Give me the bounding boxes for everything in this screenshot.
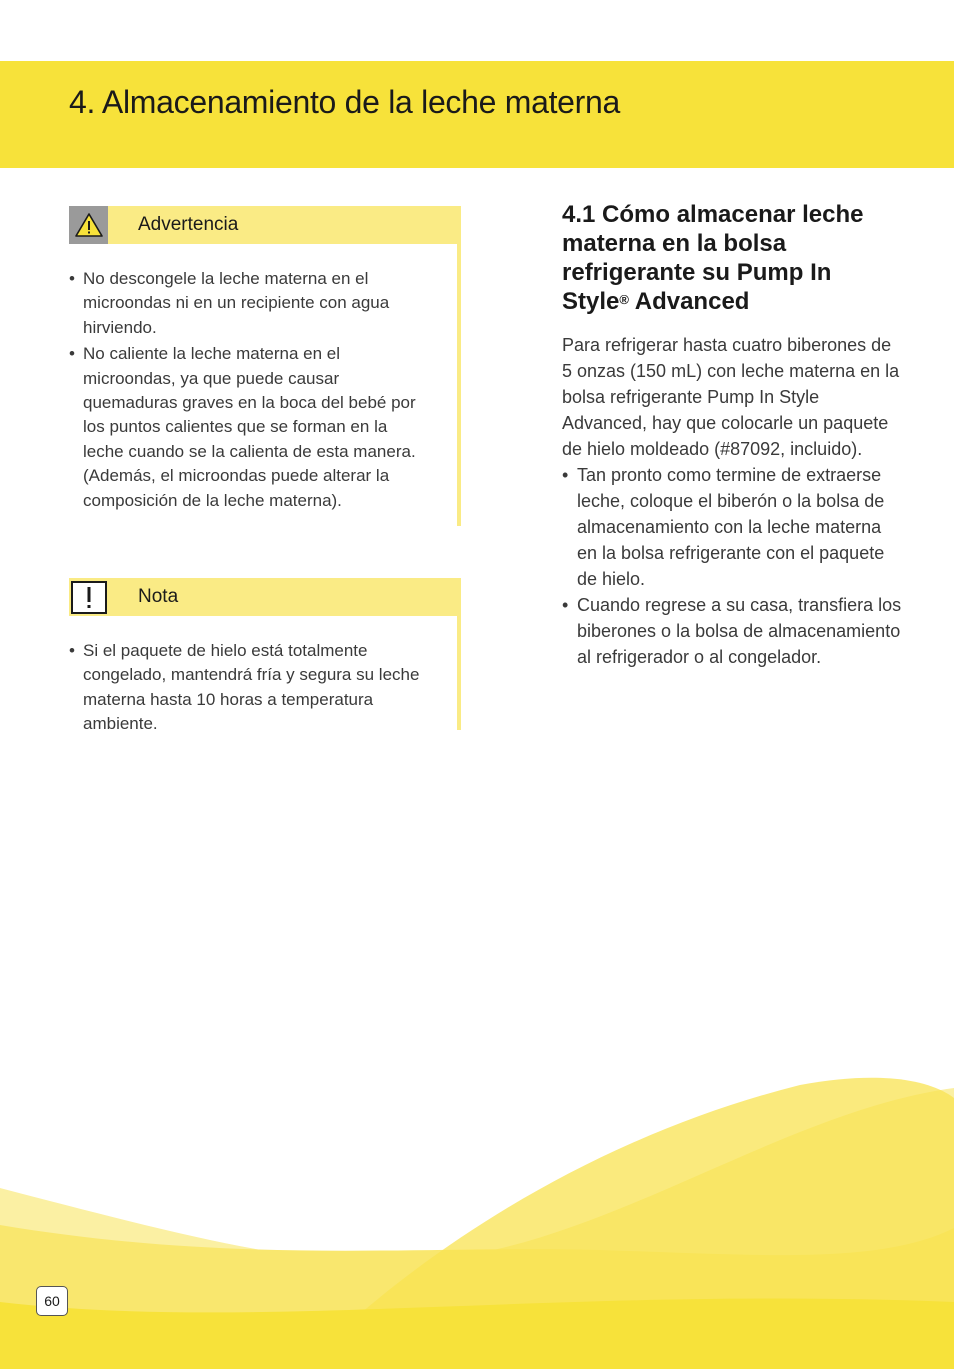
warning-box-header xyxy=(69,206,461,244)
decorative-waves xyxy=(0,1040,954,1369)
note-box xyxy=(69,578,461,734)
note-box-header xyxy=(69,578,461,616)
section-list xyxy=(562,462,902,670)
section-heading-tail: Advanced xyxy=(628,288,750,315)
list-item: • Tan pronto como termine de extraerse leche, coloque el biberón o la bolsa de almacenamiento con la leche materna en la bolsa refrigerante con el paquete de hielo. xyxy=(562,462,902,592)
warning-box-rule xyxy=(457,244,461,526)
section-4-1 xyxy=(562,200,902,670)
section-heading-text: 4.1 Cómo almacenar leche materna en la bolsa refrigerante su Pump In Style xyxy=(562,201,864,315)
exclamation-icon xyxy=(69,578,108,616)
note-list xyxy=(69,639,421,737)
list-item: • Si el paquete de hielo está totalmente congelado, mantendrá fría y segura su leche materna hasta 10 horas a temperatura ambiente. xyxy=(69,639,421,737)
section-intro: Para refrigerar hasta cuatro biberones de 5 onzas (150 mL) con leche materna en la bolsa refrigerante Pump In Style Advanced, hay que colocarle un paquete de hielo moldeado (#87092, incluido). xyxy=(562,335,900,459)
warning-triangle-icon xyxy=(69,206,108,244)
section-heading xyxy=(562,200,902,316)
note-box-title: Nota xyxy=(138,586,179,607)
page-number: 60 xyxy=(36,1286,68,1316)
page-title: 4. Almacenamiento de la leche materna xyxy=(69,84,621,120)
list-item: • Cuando regrese a su casa, transfiera los biberones o la bolsa de almacenamiento al refrigerador o al congelador. xyxy=(562,592,902,670)
note-box-rule xyxy=(457,616,461,730)
list-item: • No caliente la leche materna en el microondas, ya que puede causar quemaduras graves en la boca del bebé por los puntos calientes que se forman en la leche cuando se la calienta de esta manera. (Además, el microondas puede alterar la composición de la leche materna). xyxy=(69,342,421,513)
warning-list xyxy=(69,267,421,513)
list-item: • No descongele la leche materna en el microondas ni en un recipiente con agua hirviendo. xyxy=(69,267,421,340)
warning-box xyxy=(69,206,461,510)
registered-mark: ® xyxy=(619,292,629,307)
warning-box-title: Advertencia xyxy=(138,214,239,235)
